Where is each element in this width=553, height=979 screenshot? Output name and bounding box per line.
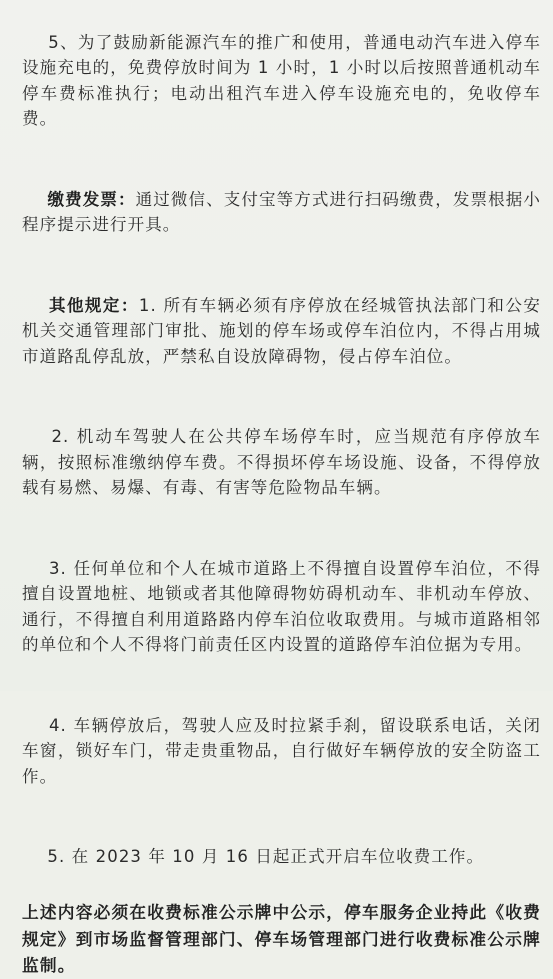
paragraph-text: 通过微信、支付宝等方式进行扫码缴费，发票根据小程序提示进行开具。 (22, 189, 541, 234)
paragraph-text: 5. 在 2023 年 10 月 16 日起正式开启车位收费工作。 (47, 847, 485, 866)
paragraph-invoice (22, 161, 541, 263)
paragraph-other-rule-2 (22, 399, 541, 527)
paragraph-other-rule-3 (22, 530, 541, 683)
paragraph-other-rule-4 (22, 687, 541, 815)
paragraph-text: 2. 机动车驾驶人在公共停车场停车时，应当规范有序停放车辆，按照标准缴纳停车费。不得损坏停车场设施、设备，不得停放载有易燃、易爆、有毒、有害等危险物品车辆。 (22, 427, 541, 497)
closing-statement: 上述内容必须在收费标准公示牌中公示，停车服务企业持此《收费规定》到市场监督管理部门、停车场管理部门进行收费标准公示牌监制。 (22, 902, 541, 975)
paragraph-text: 4. 车辆停放后，驾驶人应及时拉紧手刹，留设联系电话，关闭车窗，锁好车门，带走贵重物品，自行做好车辆停放的安全防盗工作。 (22, 715, 541, 786)
paragraph-label: 其他规定： (48, 295, 139, 315)
paragraph-text: 5、为了鼓励新能源汽车的推广和使用，普通电动汽车进入停车设施充电的，免费停放时间为 1 小时，1 小时以后按照普通机动车停车费标准执行；电动出租汽车进入停车设施充电的，免收停车费。 (22, 32, 541, 128)
paragraph-text: 3. 任何单位和个人在城市道路上不得擅自设置停车泊位，不得擅自设置地桩、地锁或者其他障碍物妨碍机动车、非机动车停放、通行，不得擅自利用道路路内停车泊位收取费用。与城市道路相邻的单位和个人不得将门前责任区内设置的道路停车泊位据为专用。 (22, 558, 541, 654)
paragraph-label: 缴费发票： (47, 189, 136, 209)
paragraph-other-rule-5 (22, 819, 541, 896)
paragraph-other-rule-1 (22, 267, 541, 395)
paragraph-new-energy-charging (22, 4, 541, 157)
paragraph-text: 1. 所有车辆必须有序停放在经城管执法部门和公安机关交通管理部门审批、施划的停车场或停车泊位内，不得占用城市道路乱停乱放，严禁私自设放障碍物，侵占停车泊位。 (22, 295, 541, 366)
